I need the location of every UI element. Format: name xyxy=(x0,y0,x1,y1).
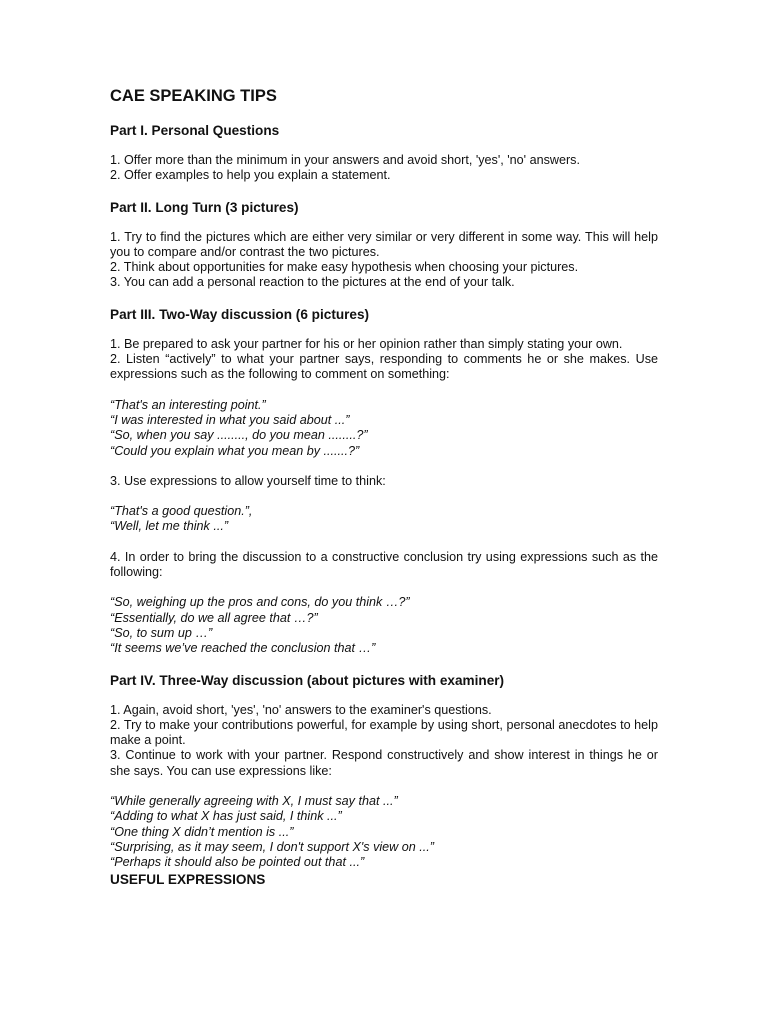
part1-heading: Part I. Personal Questions xyxy=(110,123,280,138)
part1-item-1: 1. Offer more than the minimum in your answers and avoid short, 'yes', 'no' answers. xyxy=(110,153,580,167)
part3-list-a xyxy=(110,337,658,383)
quote-line: “So, weighing up the pros and cons, do you think …?” xyxy=(110,595,410,610)
quote-line: “It seems we’ve reached the conclusion that …” xyxy=(110,641,376,656)
part4-item-2: 2. Try to make your contributions powerful, for example by using short, personal anecdotes to help make a point. xyxy=(110,717,658,748)
part3-item-1: 1. Be prepared to ask your partner for his or her opinion rather than simply stating your own. xyxy=(110,336,623,351)
part4-quotes xyxy=(110,794,658,870)
quote-line: “Well, let me think ...” xyxy=(110,519,229,534)
quote-line: “So, when you say ........, do you mean ........?” xyxy=(110,428,368,443)
part3-item-4-block xyxy=(110,550,658,581)
part4-heading: Part IV. Three-Way discussion (about pictures with examiner) xyxy=(110,672,505,688)
part3-heading: Part III. Two-Way discussion (6 pictures) xyxy=(110,306,370,322)
quote-line: “Adding to what X has just said, I think ...” xyxy=(110,809,342,824)
quote-line: “One thing X didn’t mention is ...” xyxy=(110,824,294,839)
quote-line: “Could you explain what you mean by .......?” xyxy=(110,443,360,458)
part3-item-3: 3. Use expressions to allow yourself time to think: xyxy=(110,473,386,488)
part2-item-1: 1. Try to find the pictures which are either very similar or very different in some way. This will help you to compare and/or contrast the two pictures. xyxy=(110,229,658,259)
useful-expressions-heading: USEFUL EXPRESSIONS xyxy=(110,871,266,887)
quote-line: “That's an interesting point.” xyxy=(110,397,266,412)
quote-line: “Essentially, do we all agree that …?” xyxy=(110,610,318,625)
quote-line: “That's a good question.”, xyxy=(110,504,253,519)
part1-list xyxy=(110,153,658,184)
document-title: CAE SPEAKING TIPS xyxy=(110,87,277,105)
quote-line: “I was interested in what you said about ...” xyxy=(110,412,350,427)
part3-quotes-c xyxy=(110,595,658,656)
part4-list xyxy=(110,703,658,779)
part3-quotes-a xyxy=(110,398,658,459)
part3-item-4: 4. In order to bring the discussion to a constructive conclusion try using expressions such as the following: xyxy=(110,549,658,580)
part1-item-2: 2. Offer examples to help you explain a statement. xyxy=(110,168,391,183)
quote-line: “So, to sum up …” xyxy=(110,625,213,640)
part2-item-2: 2. Think about opportunities for make easy hypothesis when choosing your pictures. xyxy=(110,260,579,275)
quote-line: “Perhaps it should also be pointed out that ...” xyxy=(110,855,365,870)
part2-heading: Part II. Long Turn (3 pictures) xyxy=(110,199,299,215)
part3-quotes-b xyxy=(110,504,658,535)
part2-list xyxy=(110,230,658,291)
part2-item-3: 3. You can add a personal reaction to the pictures at the end of your talk. xyxy=(110,275,515,290)
quote-line: “Surprising, as it may seem, I don't support X's view on ...” xyxy=(110,839,434,854)
part4-item-3: 3. Continue to work with your partner. Respond constructively and show interest in things he or she says. You can use expressions like: xyxy=(110,748,658,778)
quote-line: “While generally agreeing with X, I must say that ...” xyxy=(110,794,398,809)
part3-item-2: 2. Listen “actively” to what your partner says, responding to comments he or she makes. Use expressions such as the following to comment on something: xyxy=(110,352,658,382)
part3-item-3-block xyxy=(110,474,658,489)
part4-item-1: 1. Again, avoid short, 'yes', 'no' answers to the examiner's questions. xyxy=(110,702,492,717)
document-page xyxy=(110,86,658,888)
